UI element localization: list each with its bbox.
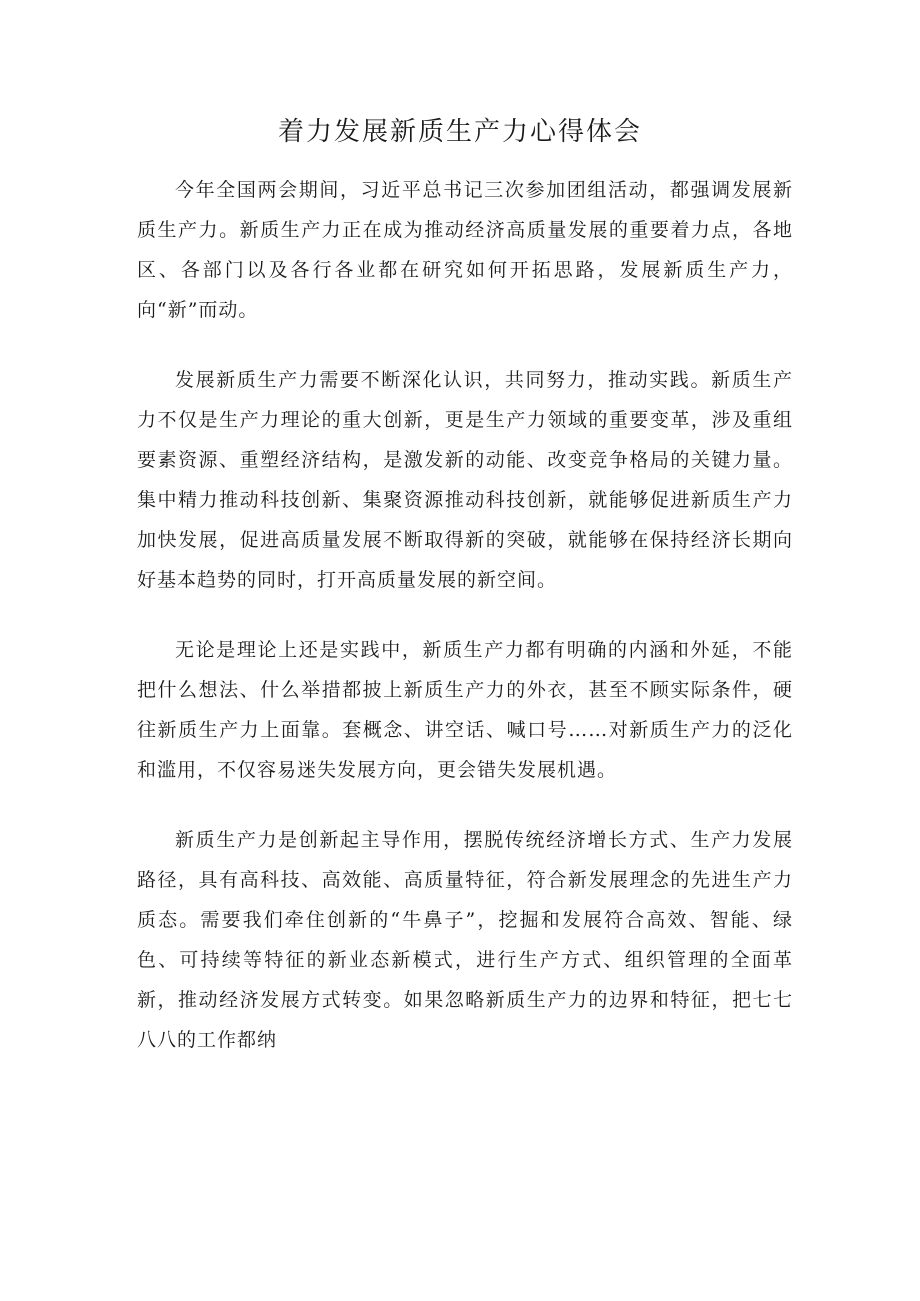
paragraph-3: 无论是理论上还是实践中，新质生产力都有明确的内涵和外延，不能把什么想法、什么举措都披上新质生产力的外衣，甚至不顾实际条件，硬往新质生产力上面靠。套概念、讲空话、喊口号……对新质生产力的泛化和滥用，不仅容易迷失发展方向，更会错失发展机遇。 <box>137 639 793 781</box>
paragraph-4: 新质生产力是创新起主导作用，摆脱传统经济增长方式、生产力发展路径，具有高科技、高效能、高质量特征，符合新发展理念的先进生产力质态。需要我们牵住创新的“牛鼻子”，挖掘和发展符合高效、智能、绿色、可持续等特征的新业态新模式，进行生产方式、组织管理的全面革新，推动经济发展方式转变。如果忽略新质生产力的边界和特征，把七七八八的工作都纳 <box>137 829 793 1051</box>
paragraph-2: 发展新质生产力需要不断深化认识，共同努力，推动实践。新质生产力不仅是生产力理论的重大创新，更是生产力领域的重要变革，涉及重组要素资源、重塑经济结构，是激发新的动能、改变竞争格局的关键力量。集中精力推动科技创新、集聚资源推动科技创新，就能够促进新质生产力加快发展，促进高质量发展不断取得新的突破，就能够在保持经济长期向好基本趋势的同时，打开高质量发展的新空间。 <box>137 369 793 591</box>
document-body <box>137 170 793 1090</box>
paragraph-1: 今年全国两会期间，习近平总书记三次参加团组活动，都强调发展新质生产力。新质生产力正在成为推动经济高质量发展的重要着力点，各地区、各部门以及各行各业都在研究如何开拓思路，发展新质生产力，向“新”而动。 <box>137 179 793 321</box>
document-title: 着力发展新质生产力心得体会 <box>277 117 642 147</box>
